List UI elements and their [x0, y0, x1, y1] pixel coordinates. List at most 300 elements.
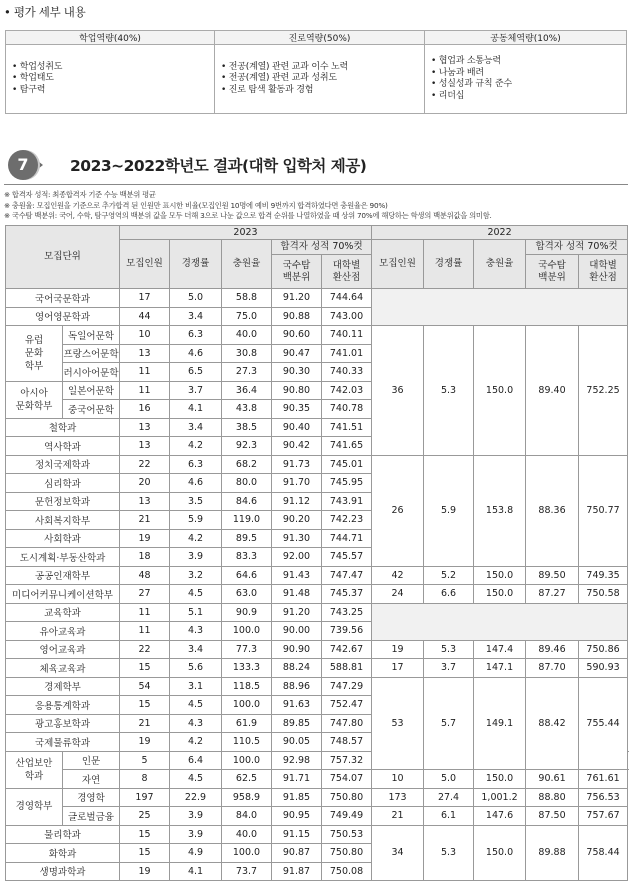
academic-list: [12, 62, 208, 97]
unit-name: 경영학: [63, 788, 120, 807]
cell-2023: 4.3: [170, 714, 222, 733]
table-row: [6, 455, 628, 474]
cell-2023: 749.49: [322, 807, 372, 826]
cell-2023: 110.5: [222, 733, 272, 752]
cut-header: 합격자 성적 70%컷: [272, 240, 372, 255]
cell-2023: 4.2: [170, 437, 222, 456]
empty-cell: [372, 289, 628, 326]
cell-2023: 19: [120, 529, 170, 548]
unit-name: 유아교육과: [6, 622, 120, 641]
section-banner: [4, 148, 628, 185]
cell-2023: 90.40: [272, 418, 322, 437]
cell-2023: 38.5: [222, 418, 272, 437]
cell-2023: 752.47: [322, 696, 372, 715]
cell-2023: 3.4: [170, 418, 222, 437]
cell-2022: 17: [372, 659, 424, 678]
col-header-ratio: 경쟁률: [170, 240, 222, 289]
cell-2023: 750.80: [322, 788, 372, 807]
cell-2022: 87.70: [526, 659, 579, 678]
cell-2023: 743.00: [322, 307, 372, 326]
cell-2023: 588.81: [322, 659, 372, 678]
cell-2023: 27: [120, 585, 170, 604]
cell-2023: 100.0: [222, 696, 272, 715]
cell-2023: 84.6: [222, 492, 272, 511]
competency-header-career: 진로역량(50%): [215, 31, 425, 45]
col-header-converted-score: 대학별 환산점: [322, 255, 372, 289]
cell-2023: 748.57: [322, 733, 372, 752]
cell-2023: 43.8: [222, 400, 272, 419]
competency-header-academic: 학업역량(40%): [6, 31, 215, 45]
cell-2022: 147.4: [474, 640, 526, 659]
cell-2023: 745.37: [322, 585, 372, 604]
cell-2023: 91.12: [272, 492, 322, 511]
cell-2022: 5.2: [424, 566, 474, 585]
cell-2022: 750.86: [579, 640, 628, 659]
note-line: ※ 국수탐 백분위: 국어, 수학, 탐구영역의 백분위 값을 모두 더해 3으로 나눈 값으로 합격 순위를 나열하였을 때 상위 70%에 해당하는 학생의 백분위값을 의미함.: [4, 211, 492, 221]
col-header-percentile: 국수탐 백분위: [526, 255, 579, 289]
cell-2023: 90.80: [272, 381, 322, 400]
cell-2023: 741.51: [322, 418, 372, 437]
cell-2023: 747.29: [322, 677, 372, 696]
cell-2023: 958.9: [222, 788, 272, 807]
cell-2023: 90.47: [272, 344, 322, 363]
unit-name: 체육교육과: [6, 659, 120, 678]
cell-2023: 90.87: [272, 844, 322, 863]
group-label: 산업보안 학과: [6, 751, 63, 788]
cell-2022-merged: 150.0: [474, 326, 526, 456]
cell-2023: 22.9: [170, 788, 222, 807]
cell-2022: 24: [372, 585, 424, 604]
list-item: • 성실성과 규칙 준수: [431, 79, 513, 89]
table-row: [6, 603, 628, 622]
cell-2022: 87.50: [526, 807, 579, 826]
cut-header: 합격자 성적 70%컷: [526, 240, 628, 255]
cell-2023: 740.33: [322, 363, 372, 382]
cell-2022-merged: 88.36: [526, 455, 579, 566]
cell-2023: 747.47: [322, 566, 372, 585]
cell-2023: 741.01: [322, 344, 372, 363]
cell-2023: 4.5: [170, 696, 222, 715]
unit-name: 러시아어문학: [63, 363, 120, 382]
cell-2023: 11: [120, 603, 170, 622]
cell-2023: 44: [120, 307, 170, 326]
cell-2023: 4.3: [170, 622, 222, 641]
cell-2023: 90.30: [272, 363, 322, 382]
cell-2023: 88.96: [272, 677, 322, 696]
list-item: • 전공(계열) 관련 교과 성취도: [221, 73, 337, 84]
cell-2023: 757.32: [322, 751, 372, 770]
cell-2022: 6.6: [424, 585, 474, 604]
list-item: • 협업과 소통능력: [431, 56, 501, 66]
cell-2022: 147.1: [474, 659, 526, 678]
cell-2023: 20: [120, 474, 170, 493]
unit-name: 영어영문학과: [6, 307, 120, 326]
cell-2023: 13: [120, 344, 170, 363]
cell-2023: 30.8: [222, 344, 272, 363]
cell-2023: 91.20: [272, 603, 322, 622]
cell-2023: 750.53: [322, 825, 372, 844]
cell-2023: 40.0: [222, 825, 272, 844]
cell-2022: 6.1: [424, 807, 474, 826]
cell-2023: 13: [120, 437, 170, 456]
cell-2023: 747.80: [322, 714, 372, 733]
unit-name: 문헌정보학과: [6, 492, 120, 511]
cell-2022-merged: 149.1: [474, 677, 526, 770]
unit-name: 프랑스어문학: [63, 344, 120, 363]
cell-2023: 11: [120, 381, 170, 400]
cell-2023: 16: [120, 400, 170, 419]
cell-2022: 150.0: [474, 566, 526, 585]
cell-2023: 740.11: [322, 326, 372, 345]
cell-2022: 19: [372, 640, 424, 659]
cell-2022: 150.0: [474, 585, 526, 604]
cell-2023: 6.4: [170, 751, 222, 770]
cell-2023: 25: [120, 807, 170, 826]
table-row: [6, 677, 628, 696]
cell-2023: 8: [120, 770, 170, 789]
list-item: • 탐구력: [12, 84, 46, 95]
cell-2022-merged: 150.0: [474, 825, 526, 881]
community-list: [431, 56, 620, 102]
cell-2023: 77.3: [222, 640, 272, 659]
unit-name: 광고홍보학과: [6, 714, 120, 733]
cell-2023: 58.8: [222, 289, 272, 308]
competency-table: [5, 30, 627, 114]
cell-2023: 133.3: [222, 659, 272, 678]
note-line: ※ 합격자 성적: 최종합격자 기준 수능 백분위 평균: [4, 190, 156, 199]
cell-2023: 90.42: [272, 437, 322, 456]
cell-2022: 173: [372, 788, 424, 807]
table-row: [6, 788, 628, 807]
cell-2023: 745.95: [322, 474, 372, 493]
cell-2022-merged: 26: [372, 455, 424, 566]
cell-2023: 40.0: [222, 326, 272, 345]
cell-2022-merged: 755.44: [579, 677, 628, 770]
cell-2023: 739.56: [322, 622, 372, 641]
cell-2022: 756.53: [579, 788, 628, 807]
cell-2023: 4.6: [170, 344, 222, 363]
cell-2023: 197: [120, 788, 170, 807]
cell-2023: 48: [120, 566, 170, 585]
unit-name: 경제학부: [6, 677, 120, 696]
cell-2023: 89.85: [272, 714, 322, 733]
cell-2023: 22: [120, 455, 170, 474]
cell-2022: 89.50: [526, 566, 579, 585]
cell-2023: 741.65: [322, 437, 372, 456]
cell-2023: 75.0: [222, 307, 272, 326]
unit-name: 국어국문학과: [6, 289, 120, 308]
cell-2023: 5.6: [170, 659, 222, 678]
cell-2023: 90.9: [222, 603, 272, 622]
cell-2022: 42: [372, 566, 424, 585]
cell-2023: 3.9: [170, 825, 222, 844]
unit-name: 공공인재학부: [6, 566, 120, 585]
cell-2023: 4.5: [170, 585, 222, 604]
cell-2023: 91.43: [272, 566, 322, 585]
cell-2023: 740.78: [322, 400, 372, 419]
section-title: • 평가 세부 내용: [4, 5, 86, 19]
cell-2023: 6.3: [170, 326, 222, 345]
cell-2023: 4.9: [170, 844, 222, 863]
cell-2023: 13: [120, 492, 170, 511]
cell-2023: 90.90: [272, 640, 322, 659]
unit-name: 교육학과: [6, 603, 120, 622]
cell-2023: 4.2: [170, 529, 222, 548]
cell-2023: 91.70: [272, 474, 322, 493]
cell-2023: 119.0: [222, 511, 272, 530]
year-2023-header: 2023: [120, 226, 372, 240]
cell-2022: 5.0: [424, 770, 474, 789]
cell-2023: 62.5: [222, 770, 272, 789]
cell-2023: 18: [120, 548, 170, 567]
cell-2022: 150.0: [474, 770, 526, 789]
cell-2023: 73.7: [222, 862, 272, 881]
list-item: • 나눔과 배려: [431, 67, 484, 78]
list-item: • 학업태도: [12, 73, 54, 84]
cell-2023: 90.00: [272, 622, 322, 641]
cell-2022: 3.7: [424, 659, 474, 678]
cell-2023: 15: [120, 659, 170, 678]
cell-2022-merged: 36: [372, 326, 424, 456]
cell-2023: 15: [120, 844, 170, 863]
cell-2023: 754.07: [322, 770, 372, 789]
cell-2023: 745.57: [322, 548, 372, 567]
cell-2023: 91.48: [272, 585, 322, 604]
cell-2022: 147.6: [474, 807, 526, 826]
cell-2023: 91.71: [272, 770, 322, 789]
unit-name: 물리학과: [6, 825, 120, 844]
unit-name: 인문: [63, 751, 120, 770]
list-item: • 리더십: [431, 90, 465, 101]
unit-name: 철학과: [6, 418, 120, 437]
cell-2023: 15: [120, 696, 170, 715]
cell-2022: 89.46: [526, 640, 579, 659]
cell-2023: 27.3: [222, 363, 272, 382]
unit-name: 자연: [63, 770, 120, 789]
unit-name: 도시계획·부동산학과: [6, 548, 120, 567]
cell-2023: 11: [120, 363, 170, 382]
cell-2022: 757.67: [579, 807, 628, 826]
career-list: [221, 62, 418, 97]
cell-2023: 19: [120, 733, 170, 752]
cell-2023: 90.88: [272, 307, 322, 326]
cell-2023: 91.30: [272, 529, 322, 548]
cell-2023: 742.67: [322, 640, 372, 659]
cell-2023: 91.73: [272, 455, 322, 474]
cell-2023: 6.5: [170, 363, 222, 382]
section-heading: 2023~2022학년도 결과(대학 입학처 제공): [70, 157, 367, 175]
table-row: [6, 659, 628, 678]
cell-2023: 84.0: [222, 807, 272, 826]
cell-2023: 91.85: [272, 788, 322, 807]
cell-2023: 5.0: [170, 289, 222, 308]
cell-2023: 4.1: [170, 400, 222, 419]
unit-name: 생명과학과: [6, 862, 120, 881]
cell-2023: 742.03: [322, 381, 372, 400]
cell-2022-merged: 758.44: [579, 825, 628, 881]
cell-2023: 83.3: [222, 548, 272, 567]
unit-name: 사회복지학부: [6, 511, 120, 530]
cell-2023: 3.1: [170, 677, 222, 696]
cell-2023: 13: [120, 418, 170, 437]
cell-2023: 21: [120, 511, 170, 530]
cell-2023: 22: [120, 640, 170, 659]
unit-name: 화학과: [6, 844, 120, 863]
cell-2022: 87.27: [526, 585, 579, 604]
cell-2022-merged: 89.40: [526, 326, 579, 456]
cell-2023: 63.0: [222, 585, 272, 604]
unit-name: 영어교육과: [6, 640, 120, 659]
empty-cell: [372, 603, 628, 640]
unit-name: 응용통계학과: [6, 696, 120, 715]
cell-2022: 90.61: [526, 770, 579, 789]
cell-2023: 91.63: [272, 696, 322, 715]
unit-name: 독일어문학: [63, 326, 120, 345]
section-number-badge: 7: [8, 150, 38, 180]
cell-2022: 750.58: [579, 585, 628, 604]
cell-2023: 4.6: [170, 474, 222, 493]
cell-2023: 90.60: [272, 326, 322, 345]
cell-2023: 90.35: [272, 400, 322, 419]
cell-2022: 10: [372, 770, 424, 789]
cell-2023: 3.9: [170, 807, 222, 826]
cell-2022: 761.61: [579, 770, 628, 789]
cell-2023: 17: [120, 289, 170, 308]
cell-2023: 19: [120, 862, 170, 881]
col-header-fill-rate: 충원율: [474, 240, 526, 289]
col-header-quota: 모집인원: [372, 240, 424, 289]
cell-2023: 11: [120, 622, 170, 641]
unit-header: 모집단위: [6, 226, 120, 289]
cell-2023: 54: [120, 677, 170, 696]
col-header-converted-score: 대학별 환산점: [579, 255, 628, 289]
cell-2023: 4.5: [170, 770, 222, 789]
cell-2022-merged: 153.8: [474, 455, 526, 566]
year-2022-header: 2022: [372, 226, 628, 240]
table-row: [6, 770, 628, 789]
unit-name: 정치국제학과: [6, 455, 120, 474]
cell-2023: 100.0: [222, 622, 272, 641]
notes: [4, 190, 492, 222]
cell-2023: 3.4: [170, 307, 222, 326]
cell-2023: 90.95: [272, 807, 322, 826]
group-label: 유럽 문화 학부: [6, 326, 63, 382]
unit-name: 국제물류학과: [6, 733, 120, 752]
cell-2023: 61.9: [222, 714, 272, 733]
cell-2023: 742.23: [322, 511, 372, 530]
cell-2023: 90.20: [272, 511, 322, 530]
cell-2022-merged: 5.3: [424, 326, 474, 456]
cell-2022: 1,001.2: [474, 788, 526, 807]
cell-2023: 68.2: [222, 455, 272, 474]
group-label: 경영학부: [6, 788, 63, 825]
cell-2022-merged: 752.25: [579, 326, 628, 456]
cell-2023: 36.4: [222, 381, 272, 400]
cell-2023: 92.98: [272, 751, 322, 770]
cell-2023: 100.0: [222, 844, 272, 863]
unit-name: 글로벌금융: [63, 807, 120, 826]
cell-2022: 5.3: [424, 640, 474, 659]
cell-2022-merged: 5.9: [424, 455, 474, 566]
cell-2023: 744.64: [322, 289, 372, 308]
cell-2023: 3.9: [170, 548, 222, 567]
cell-2023: 80.0: [222, 474, 272, 493]
unit-name: 사회학과: [6, 529, 120, 548]
cell-2022-merged: 750.77: [579, 455, 628, 566]
table-row: [6, 807, 628, 826]
group-label: 아시아 문화학부: [6, 381, 63, 418]
cell-2023: 100.0: [222, 751, 272, 770]
competency-header-community: 공동체역량(10%): [425, 31, 627, 45]
unit-name: 미디어커뮤니케이션학부: [6, 585, 120, 604]
table-row: [6, 289, 628, 308]
cell-2022-merged: 53: [372, 677, 424, 770]
table-row: [6, 825, 628, 844]
cell-2023: 92.00: [272, 548, 322, 567]
cell-2023: 745.01: [322, 455, 372, 474]
cell-2023: 91.87: [272, 862, 322, 881]
cell-2022: 21: [372, 807, 424, 826]
list-item: • 전공(계열) 관련 교과 이수 노력: [221, 61, 348, 72]
cell-2023: 4.2: [170, 733, 222, 752]
cell-2023: 743.91: [322, 492, 372, 511]
cell-2023: 92.3: [222, 437, 272, 456]
cell-2023: 64.6: [222, 566, 272, 585]
cell-2023: 750.08: [322, 862, 372, 881]
col-header-fill-rate: 충원율: [222, 240, 272, 289]
cell-2022-merged: 5.3: [424, 825, 474, 881]
cell-2022: 88.80: [526, 788, 579, 807]
cell-2023: 89.5: [222, 529, 272, 548]
table-row: [6, 326, 628, 345]
cell-2023: 15: [120, 825, 170, 844]
list-item: • 학업성취도: [12, 61, 63, 72]
cell-2023: 118.5: [222, 677, 272, 696]
cell-2022: 590.93: [579, 659, 628, 678]
cell-2023: 744.71: [322, 529, 372, 548]
cell-2023: 10: [120, 326, 170, 345]
cell-2022-merged: 89.88: [526, 825, 579, 881]
cell-2023: 3.5: [170, 492, 222, 511]
cell-2023: 3.4: [170, 640, 222, 659]
cell-2023: 88.24: [272, 659, 322, 678]
unit-name: 역사학과: [6, 437, 120, 456]
cell-2023: 6.3: [170, 455, 222, 474]
cell-2023: 4.1: [170, 862, 222, 881]
note-line: ※ 충원율: 모집인원을 기준으로 추가합격 된 인원만 표시한 비율(모집인원 10명에 예비 9번까지 합격하였다면 충원율은 90%): [4, 200, 388, 210]
table-row: [6, 566, 628, 585]
cell-2023: 91.20: [272, 289, 322, 308]
cell-2023: 91.15: [272, 825, 322, 844]
cell-2023: 743.25: [322, 603, 372, 622]
results-table: [5, 225, 628, 881]
col-header-quota: 모집인원: [120, 240, 170, 289]
unit-name: 심리학과: [6, 474, 120, 493]
col-header-ratio: 경쟁률: [424, 240, 474, 289]
cell-2022: 749.35: [579, 566, 628, 585]
cell-2023: 5.1: [170, 603, 222, 622]
table-row: [6, 585, 628, 604]
unit-name: 일본어문학: [63, 381, 120, 400]
cell-2023: 21: [120, 714, 170, 733]
table-row: [6, 640, 628, 659]
unit-name: 중국어문학: [63, 400, 120, 419]
cell-2023: 750.80: [322, 844, 372, 863]
list-item: • 진로 탐색 활동과 경험: [221, 84, 314, 95]
cell-2022-merged: 34: [372, 825, 424, 881]
cell-2022: 27.4: [424, 788, 474, 807]
cell-2023: 90.05: [272, 733, 322, 752]
